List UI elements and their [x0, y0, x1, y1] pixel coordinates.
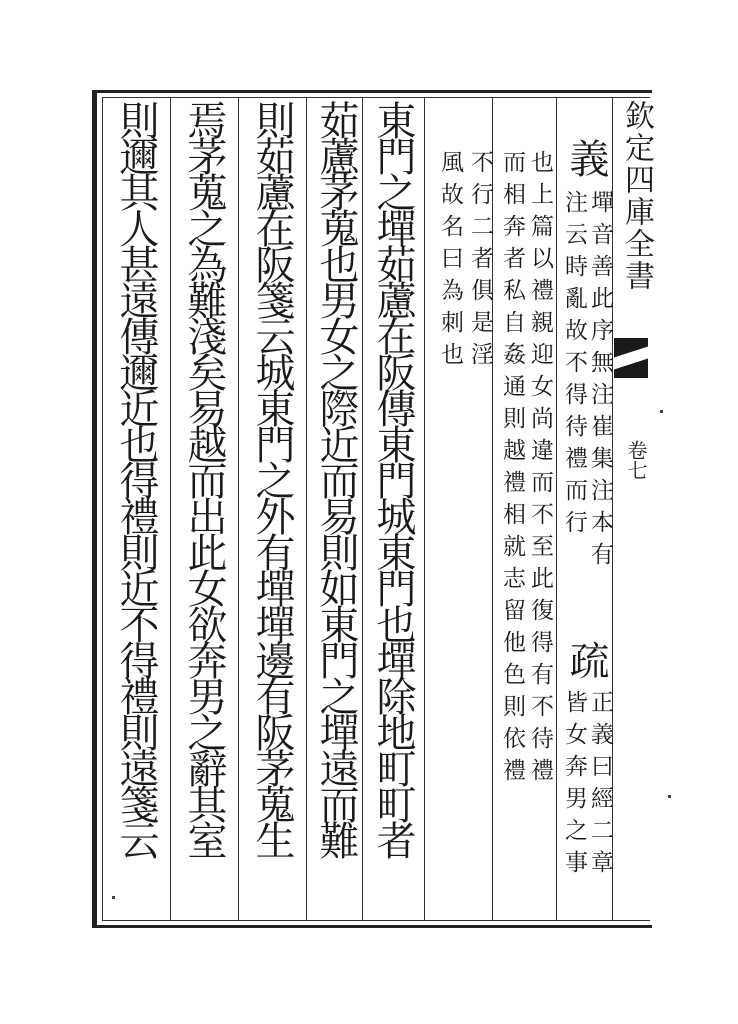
- column-rule: [362, 97, 363, 921]
- ink-speck: [668, 795, 671, 798]
- commentary-marker: 疏: [563, 640, 609, 681]
- heading-character: 義: [563, 138, 609, 179]
- text-column: 茹藘茅蒐也男女之際近而易則如東門之墠遠而難: [313, 100, 359, 856]
- fish-tail-mark: [614, 338, 648, 378]
- text-column: 則邇其人甚遠傳邇近也得禮則近不得禮則遠箋云: [113, 100, 159, 856]
- annotation-line: 風故名曰為刺也: [437, 150, 463, 374]
- column-rule: [238, 97, 239, 921]
- annotation-line: 墠音善此序無注崔集注本有: [587, 190, 613, 574]
- text-column: 東門之墠茹藘在阪傳東門城東門也墠除地町町者: [370, 100, 416, 856]
- margin-book-title: 欽定四庫全書: [619, 100, 654, 292]
- ink-speck: [112, 896, 115, 899]
- column-rule: [306, 97, 307, 921]
- column-rule: [556, 97, 557, 921]
- annotation-line: 注云時亂故不得待禮而行: [561, 190, 587, 542]
- annotation-line: 不行二者俱是淫: [467, 150, 493, 374]
- annotation-line: 正義曰經二章: [587, 690, 613, 882]
- text-column: 則茹藘在阪箋云城東門之外有墠墠邊有阪茅蒐生: [249, 100, 295, 856]
- text-column: 焉茅蒐之為難淺矣易越而出此女欲奔男之辭其室: [181, 100, 227, 856]
- ink-speck: [660, 410, 663, 413]
- annotation-line: 而相奔者私自姦通則越禮相就志留他色則依禮: [499, 150, 525, 790]
- annotation-line: 皆女奔男之事: [561, 690, 587, 882]
- annotation-line: 也上篇以禮親迎女尚違而不至此復得有不待禮: [527, 150, 553, 790]
- column-rule: [170, 97, 171, 921]
- margin-volume: 卷七: [624, 440, 648, 480]
- column-rule: [424, 97, 425, 921]
